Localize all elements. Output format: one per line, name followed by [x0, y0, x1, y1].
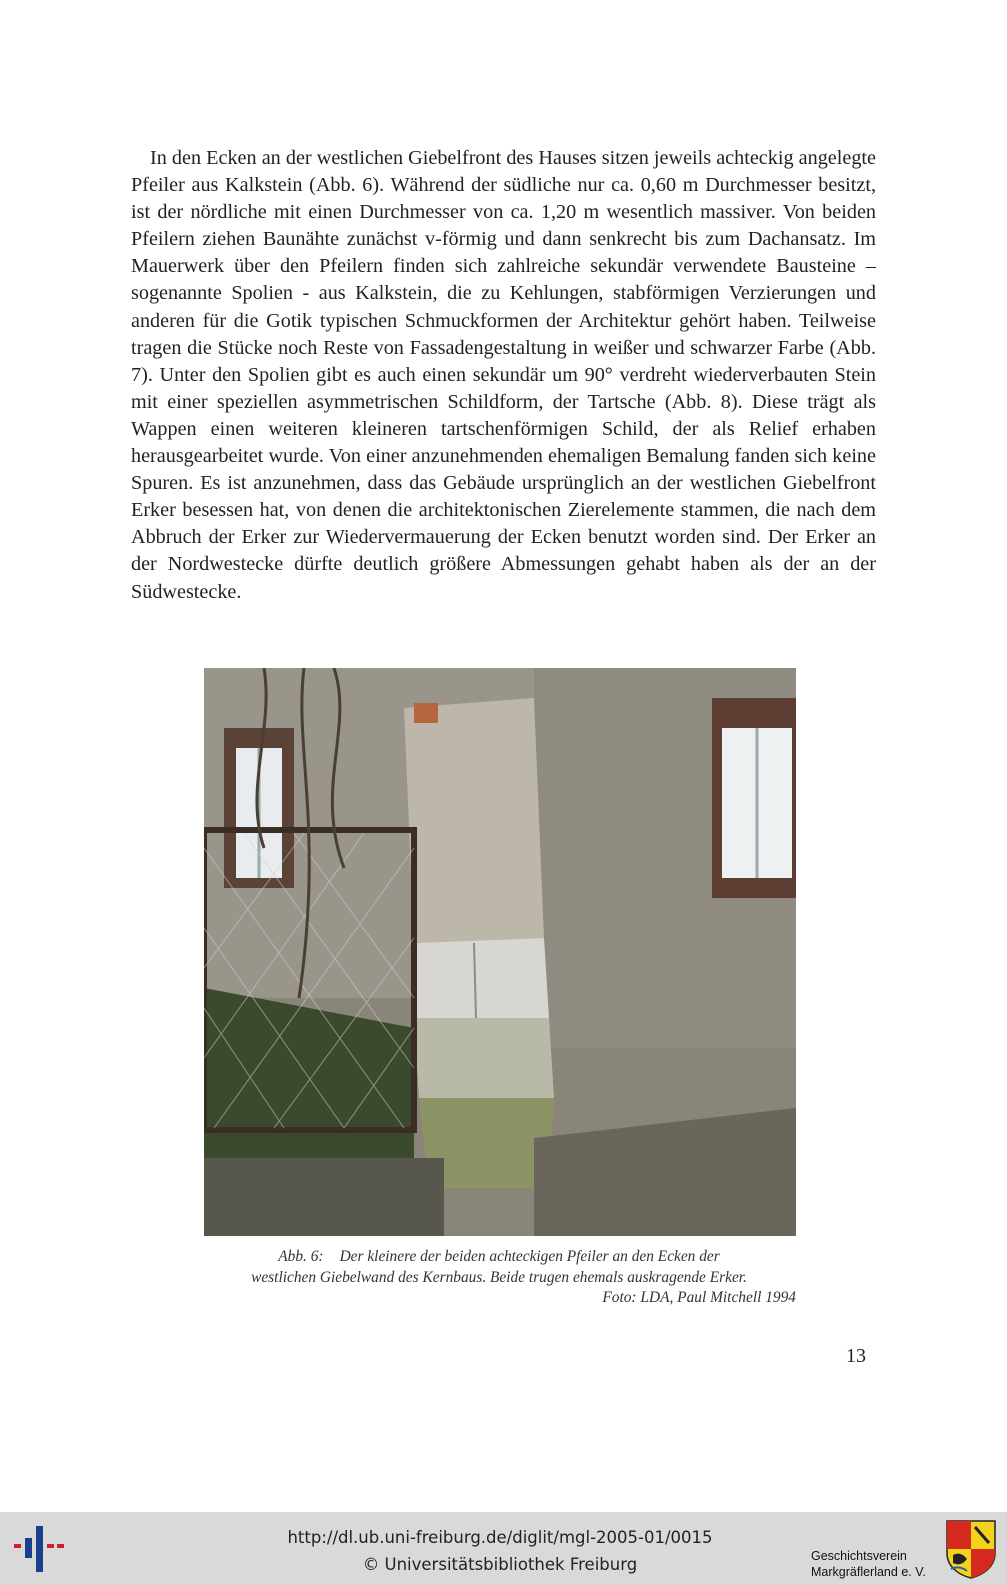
footer-bar [0, 1512, 1007, 1585]
figure-caption [200, 1247, 798, 1309]
society-name [811, 1548, 926, 1580]
society-line-1: Geschichtsverein [811, 1549, 907, 1563]
body-paragraph [131, 145, 876, 606]
caption-text-1: Der kleinere der beiden achteckigen Pfeiler an den Ecken der [339, 1248, 720, 1265]
figure-photo [204, 668, 796, 1236]
caption-line-1 [200, 1247, 798, 1268]
society-line-2: Markgräflerland e. V. [811, 1565, 926, 1579]
paragraph-text: In den Ecken an der westlichen Giebelfront des Hauses sitzen jeweils achteckig angelegte Pfeiler aus Kalkstein (Abb. 6). Während der südliche nur ca. 0,60 m Durchmesser besitzt, ist der nördliche mit einen Durchmesser von ca. 1,20 m wesentlich massiver. Von beiden Pfeilern ziehen Baunähte zunächst v-förmig und dann senkrecht bis zum Dachansatz. Im Mauerwerk über den Pfeilern finden sich zahlreiche sekundär verwendete Bausteine – sogenannte Spolien - aus Kalkstein, die zu Kehlungen, stabförmigen Verzierungen und anderen für die Gotik typischen Schmuckformen der Architektur gehört haben. Teilweise tragen die Stücke noch Reste von Fassadengestaltung in weißer und schwarzer Farbe (Abb. 7). Unter den Spolien gibt es auch einen sekundär um 90° verdreht wiederverbauten Stein mit einer speziellen asymmetrischen Schildform, der Tartsche (Abb. 8). Diese trägt als Wappen einen weiteren kleineren tartschenförmigen Schild, der als Relief erhaben herausgearbeitet wurde. Von einer anzunehmenden ehemaligen Bemalung fanden sich keine Spuren. Es ist anzunehmen, dass das Gebäude ursprünglich an der westlichen Giebelfront Erker besessen hat, von denen die architektonischen Zierelemente stammen, die nach dem Abbruch der Erker zur Wiedervermauerung der Ecken benutzt worden sind. Der Erker an der Nordwestecke dürfte deutlich größere Abmessungen gehabt haben als der an der Südwestecke. [131, 147, 876, 603]
photo-credit: Foto: LDA, Paul Mitchell 1994 [602, 1289, 796, 1306]
copyright-text: © Universitätsbibliothek Freiburg [362, 1555, 638, 1574]
document-url-link[interactable]: http://dl.ub.uni-freiburg.de/diglit/mgl-2005-01/0015 [287, 1528, 713, 1547]
coat-of-arms-icon [945, 1519, 997, 1584]
caption-line-2: westlichen Giebelwand des Kernbaus. Beide trugen ehemals auskragende Erker. [251, 1268, 747, 1286]
pillar-photo-image [204, 668, 796, 1236]
page-number: 13 [846, 1345, 866, 1367]
caption-label: Abb. 6: [278, 1248, 324, 1265]
library-logo-icon [14, 1520, 64, 1581]
